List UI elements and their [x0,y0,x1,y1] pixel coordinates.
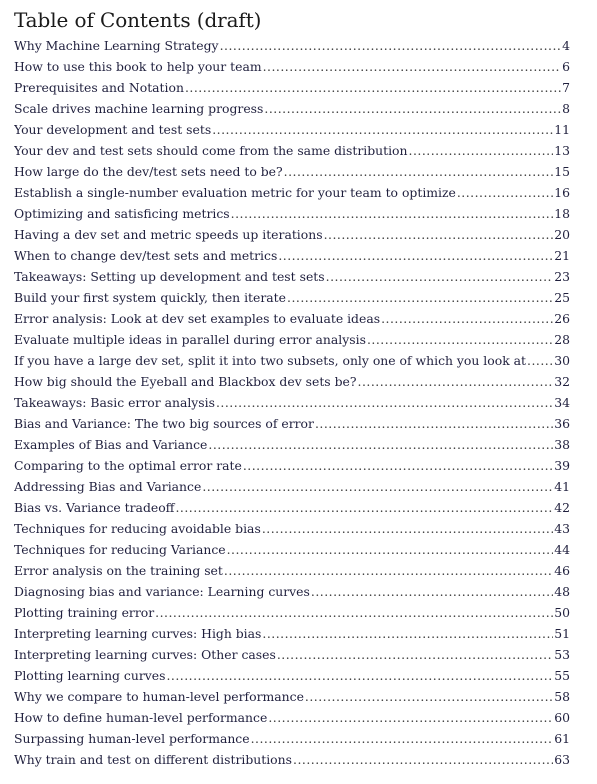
toc-entry-title: How to define human-level performance [14,710,268,725]
toc-entry-title: When to change dev/test sets and metrics [14,248,278,263]
toc-dot-leader [227,539,554,560]
toc-entry-page-number: 32 [554,374,570,389]
toc-entry-page-number: 7 [562,80,570,95]
toc-entry[interactable] [14,35,570,56]
toc-entry-page-number: 50 [554,605,570,620]
toc-entry[interactable] [14,518,570,539]
toc-dot-leader [224,560,553,581]
toc-dot-leader [409,140,554,161]
toc-dot-leader [381,308,553,329]
toc-entry[interactable] [14,665,570,686]
toc-entry[interactable] [14,329,570,350]
toc-entry[interactable] [14,413,570,434]
toc-dot-leader [243,455,553,476]
toc-entry-title: Diagnosing bias and variance: Learning curves [14,584,310,599]
toc-entry-title: Bias vs. Variance tradeoff [14,500,175,515]
toc-dot-leader [278,245,553,266]
toc-entry[interactable] [14,749,570,770]
toc-dot-leader [287,287,553,308]
toc-entry-page-number: 44 [554,542,570,557]
toc-entry-page-number: 55 [554,668,570,683]
toc-entry-title: If you have a large dev set, split it into two subsets, only one of which you look at [14,353,527,368]
toc-entry-title: Error analysis on the training set [14,563,223,578]
toc-entry-page-number: 20 [554,227,570,242]
toc-entry-title: Why train and test on different distributions [14,752,292,767]
toc-entry[interactable] [14,182,570,203]
toc-entry-page-number: 15 [554,164,570,179]
toc-entry-title: Your development and test sets [14,122,212,137]
toc-entry[interactable] [14,707,570,728]
toc-entry[interactable] [14,602,570,623]
toc-dot-leader [293,749,553,770]
toc-dot-leader [262,518,553,539]
toc-entry[interactable] [14,476,570,497]
toc-dot-leader [202,476,553,497]
toc-dot-leader [155,602,553,623]
toc-entry-page-number: 60 [554,710,570,725]
toc-entry-title: Interpreting learning curves: Other cases [14,647,276,662]
toc-entry-title: Prerequisites and Notation [14,80,184,95]
toc-entry[interactable] [14,77,570,98]
toc-entry[interactable] [14,623,570,644]
toc-entry[interactable] [14,497,570,518]
toc-entry-title: Surpassing human-level performance [14,731,250,746]
toc-entry-title: Bias and Variance: The two big sources of error [14,416,314,431]
toc-dot-leader [367,329,553,350]
toc-dot-leader [268,707,553,728]
toc-entry[interactable] [14,581,570,602]
toc-entry-title: Scale drives machine learning progress [14,101,264,116]
page-title: Table of Contents (draft) [14,8,262,32]
toc-dot-leader [231,203,554,224]
toc-dot-leader [262,623,553,644]
toc-dot-leader [277,644,553,665]
toc-entry[interactable] [14,560,570,581]
toc-dot-leader [315,413,553,434]
toc-entry-page-number: 4 [562,38,570,53]
toc-entry-page-number: 8 [562,101,570,116]
toc-entry[interactable] [14,56,570,77]
toc-dot-leader [166,665,553,686]
toc-entry-page-number: 6 [562,59,570,74]
toc-dot-leader [251,728,554,749]
toc-dot-leader [324,224,554,245]
toc-entry-title: Techniques for reducing avoidable bias [14,521,261,536]
toc-entry-page-number: 51 [554,626,570,641]
toc-entry-page-number: 36 [554,416,570,431]
toc-entry-page-number: 34 [554,395,570,410]
toc-entry-title: Comparing to the optimal error rate [14,458,242,473]
toc-entry-page-number: 26 [554,311,570,326]
toc-entry[interactable] [14,224,570,245]
toc-entry-page-number: 39 [554,458,570,473]
toc-dot-leader [216,392,553,413]
toc-dot-leader [212,119,553,140]
toc-entry-page-number: 16 [554,185,570,200]
toc-dot-leader [208,434,553,455]
toc-entry-title: Why Machine Learning Strategy [14,38,219,53]
toc-entry[interactable] [14,245,570,266]
toc-dot-leader [175,497,553,518]
toc-entry[interactable] [14,161,570,182]
toc-entry-page-number: 30 [554,353,570,368]
toc-entry-title: Having a dev set and metric speeds up iterations [14,227,323,242]
toc-entry-page-number: 53 [554,647,570,662]
toc-entry-page-number: 25 [554,290,570,305]
toc-entry[interactable] [14,539,570,560]
toc-entry-title: Plotting learning curves [14,668,166,683]
toc-entry-title: Takeaways: Setting up development and test sets [14,269,325,284]
toc-entry-page-number: 11 [554,122,570,137]
toc-entry-title: Your dev and test sets should come from the same distribution [14,143,408,158]
toc-entry-title: Establish a single-number evaluation metric for your team to optimize [14,185,456,200]
toc-entry-page-number: 48 [554,584,570,599]
toc-entry[interactable] [14,308,570,329]
toc-entry-title: How big should the Eyeball and Blackbox dev sets be? [14,374,357,389]
toc-entry-title: How to use this book to help your team [14,59,262,74]
toc-entry-page-number: 18 [554,206,570,221]
toc-entry-title: Build your first system quickly, then iterate [14,290,286,305]
toc-entry-page-number: 21 [554,248,570,263]
toc-entry[interactable] [14,266,570,287]
toc-entry-page-number: 58 [554,689,570,704]
toc-entry-title: Takeaways: Basic error analysis [14,395,215,410]
toc-entry-title: Why we compare to human-level performance [14,689,304,704]
toc-entry[interactable] [14,140,570,161]
toc-dot-leader [326,266,554,287]
toc-entry-title: How large do the dev/test sets need to be? [14,164,283,179]
toc-dot-leader [305,686,553,707]
toc-dot-leader [264,98,561,119]
toc-entry[interactable] [14,119,570,140]
toc-entry-title: Techniques for reducing Variance [14,542,226,557]
toc-dot-leader [284,161,554,182]
toc-dot-leader [527,350,553,371]
toc-entry[interactable] [14,455,570,476]
toc-entry-page-number: 13 [554,143,570,158]
toc-entry-page-number: 23 [554,269,570,284]
toc-entry[interactable] [14,686,570,707]
toc-dot-leader [311,581,553,602]
toc-entry-page-number: 42 [554,500,570,515]
toc-dot-leader [263,56,562,77]
toc-entry-title: Plotting training error [14,605,155,620]
toc-entry[interactable] [14,98,570,119]
toc-entry[interactable] [14,287,570,308]
toc-entry-page-number: 28 [554,332,570,347]
table-of-contents [14,35,570,770]
toc-dot-leader [358,371,554,392]
toc-entry[interactable] [14,371,570,392]
toc-entry-page-number: 61 [554,731,570,746]
toc-entry-page-number: 63 [554,752,570,767]
toc-entry-title: Examples of Bias and Variance [14,437,208,452]
toc-entry-title: Addressing Bias and Variance [14,479,202,494]
toc-entry[interactable] [14,644,570,665]
toc-entry[interactable] [14,350,570,371]
toc-entry[interactable] [14,203,570,224]
toc-entry-page-number: 43 [554,521,570,536]
toc-entry[interactable] [14,392,570,413]
toc-entry-title: Error analysis: Look at dev set examples to evaluate ideas [14,311,381,326]
toc-dot-leader [220,35,562,56]
toc-entry[interactable] [14,434,570,455]
toc-dot-leader [185,77,561,98]
toc-entry-page-number: 41 [554,479,570,494]
toc-entry-page-number: 46 [554,563,570,578]
toc-entry-title: Evaluate multiple ideas in parallel during error analysis [14,332,366,347]
toc-entry-title: Interpreting learning curves: High bias [14,626,262,641]
toc-entry[interactable] [14,728,570,749]
toc-dot-leader [457,182,553,203]
toc-entry-title: Optimizing and satisficing metrics [14,206,230,221]
toc-entry-page-number: 38 [554,437,570,452]
